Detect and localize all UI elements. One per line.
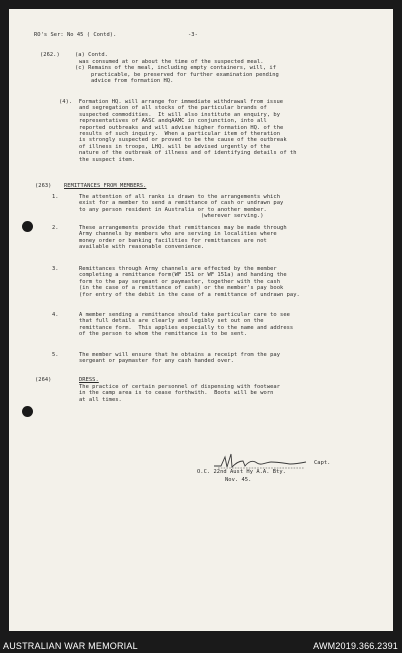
- para-line: A member sending a remittance should take particular care to see: [79, 312, 290, 318]
- para-line: in the camp area is to cease forthwith. Boots will be worn: [79, 390, 274, 397]
- para-line: that full details are clearly and legibly set out on the: [79, 318, 264, 325]
- para-number: (264): [35, 377, 52, 383]
- signature-date: Nov. 45.: [225, 477, 252, 483]
- para-line: exist for a member to send a remittance of cash or undrawn pay: [79, 200, 284, 207]
- para-line: to any person resident in Australia or to another member.: [79, 206, 267, 213]
- para-line: nature of the outbreak of illness and of identifying details of th: [79, 150, 297, 157]
- signatory-unit: O.C. 22nd Aust Hy A.A. Bty.: [197, 469, 286, 475]
- para-line: of the person to whom the remittance is to be sent.: [79, 331, 248, 338]
- para-line: (wherever serving.): [79, 213, 264, 220]
- para-number: (262.): [40, 52, 60, 58]
- para-line: representatives of AASC andqAAMC in conjunction, into all: [79, 118, 267, 125]
- para-line: the suspect item.: [79, 156, 136, 163]
- para-line: (for entry of the debit in the case of a remittance of undrawn pay.: [79, 291, 300, 298]
- para-line: (a) Contd.: [75, 52, 108, 58]
- para-line: (c) Remains of the meal, including empty containers, will, if: [75, 65, 277, 71]
- para-line: The attention of all ranks is drawn to the arrangements which: [79, 194, 281, 200]
- para-line: was consumed at or about the time of the suspected meal.: [79, 58, 264, 65]
- item-number: 5.: [52, 352, 59, 358]
- para-line: of illness in troops, LHQ. will be advised urgently of the: [79, 143, 271, 150]
- para-line: at all times.: [79, 396, 122, 403]
- para-line: The member will ensure that he obtains a receipt from the pay: [79, 352, 281, 358]
- para-line: and segregation of all stocks of the particular brands of: [79, 105, 267, 112]
- para-line: available with reasonable convenience.: [79, 244, 205, 251]
- para-line: form to the pay sergeant or paymaster, together with the cash: [79, 278, 281, 285]
- item-number: 4.: [52, 312, 59, 318]
- para-line: reported outbreaks and will advise higher formation HQ. of the: [79, 124, 284, 131]
- para-number: (263): [35, 183, 52, 189]
- item-number: 1.: [52, 194, 59, 200]
- para-line: suspected commodities. It will also institute an enquiry, by: [79, 111, 281, 118]
- archive-id: AWM2019.366.2391: [313, 641, 398, 651]
- item-number: 2.: [52, 225, 59, 231]
- para-line: Army channels by members who are serving in localities where: [79, 231, 277, 238]
- section-heading: REMITTANCES FROM MEMBERS.: [64, 183, 147, 189]
- para-line: (in the case of a remittance of cash) or the member's pay book: [79, 285, 284, 292]
- para-line: completing a remittance form(WF 151 or WF 151a) and handing the: [79, 272, 287, 279]
- para-line: The practice of certain personnel of dispensing with footwear: [79, 384, 281, 390]
- page-number: -3-: [188, 32, 198, 38]
- para-line: advice from formation HQ.: [91, 78, 174, 84]
- para-line: These arrangements provide that remittances may be made through: [79, 225, 287, 231]
- header-reference: RO's Ser: No 45 ( Contd).: [34, 32, 117, 38]
- para-line: (4). Formation HQ. will arrange for immediate withdrawal from issue: [59, 99, 284, 105]
- para-line: results of such inquiry. When a particular item of theration: [79, 131, 281, 137]
- para-line: is strongly suspected or proved to be the cause of the outbreak: [79, 137, 287, 144]
- para-line: Remittances through Army channels are effected by the member: [79, 266, 277, 272]
- archive-credit: AUSTRALIAN WAR MEMORIAL: [3, 641, 138, 651]
- handwritten-signature: [212, 449, 308, 471]
- para-line: money order or banking facilities for remittances are not: [79, 237, 267, 244]
- para-line: practicable, be preserved for further examination pending: [91, 71, 279, 78]
- punch-hole: [22, 221, 33, 232]
- item-number: 3.: [52, 266, 59, 272]
- para-line: sergeant or paymaster for any cash handed over.: [79, 358, 234, 365]
- section-heading: DRESS.: [79, 377, 99, 383]
- punch-hole: [22, 406, 33, 417]
- para-line: remittance form. This applies especially to the name and address: [79, 324, 294, 331]
- signatory-rank: Capt.: [314, 460, 331, 466]
